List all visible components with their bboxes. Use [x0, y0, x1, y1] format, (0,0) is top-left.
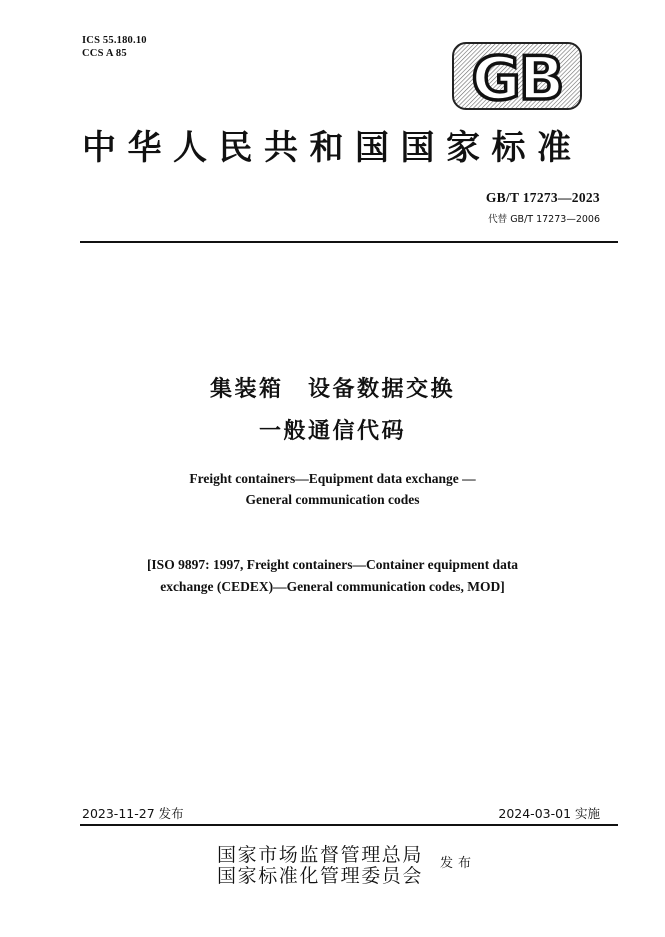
issuer-samr: 国家市场监督管理总局 — [217, 844, 424, 866]
classification-codes — [82, 34, 147, 60]
issue-date: 2023-11-27 发布 — [82, 806, 184, 821]
ccs-code: CCS A 85 — [82, 48, 127, 59]
top-divider — [80, 241, 618, 243]
iso-reference-line-2: exchange (CEDEX)—General communication codes, MOD] — [160, 579, 505, 594]
english-title-line-1: Freight containers—Equipment data exchange — — [189, 471, 476, 486]
standard-code: GB/T 17273—2023 — [485, 190, 600, 205]
national-standard-heading: 中华人民共和国国家标准 — [82, 128, 583, 168]
chinese-title-line-1: 集装箱 设备数据交换 — [209, 377, 455, 402]
gb-logo-text: GB — [471, 44, 563, 111]
ics-code: ICS 55.180.10 — [82, 35, 147, 46]
publish-label: 发布 — [440, 856, 477, 871]
iso-reference-line-1: [ISO 9897: 1997, Freight containers—Container equipment data — [146, 557, 519, 572]
bottom-divider — [80, 824, 618, 826]
english-title-line-2: General communication codes — [245, 492, 420, 507]
gb-logo — [451, 41, 583, 111]
chinese-title-line-2: 一般通信代码 — [258, 419, 406, 444]
issuer-sac: 国家标准化管理委员会 — [217, 865, 424, 887]
replaces-note: 代替 GB/T 17273—2006 — [488, 214, 600, 225]
implementation-date: 2024-03-01 实施 — [498, 806, 600, 821]
